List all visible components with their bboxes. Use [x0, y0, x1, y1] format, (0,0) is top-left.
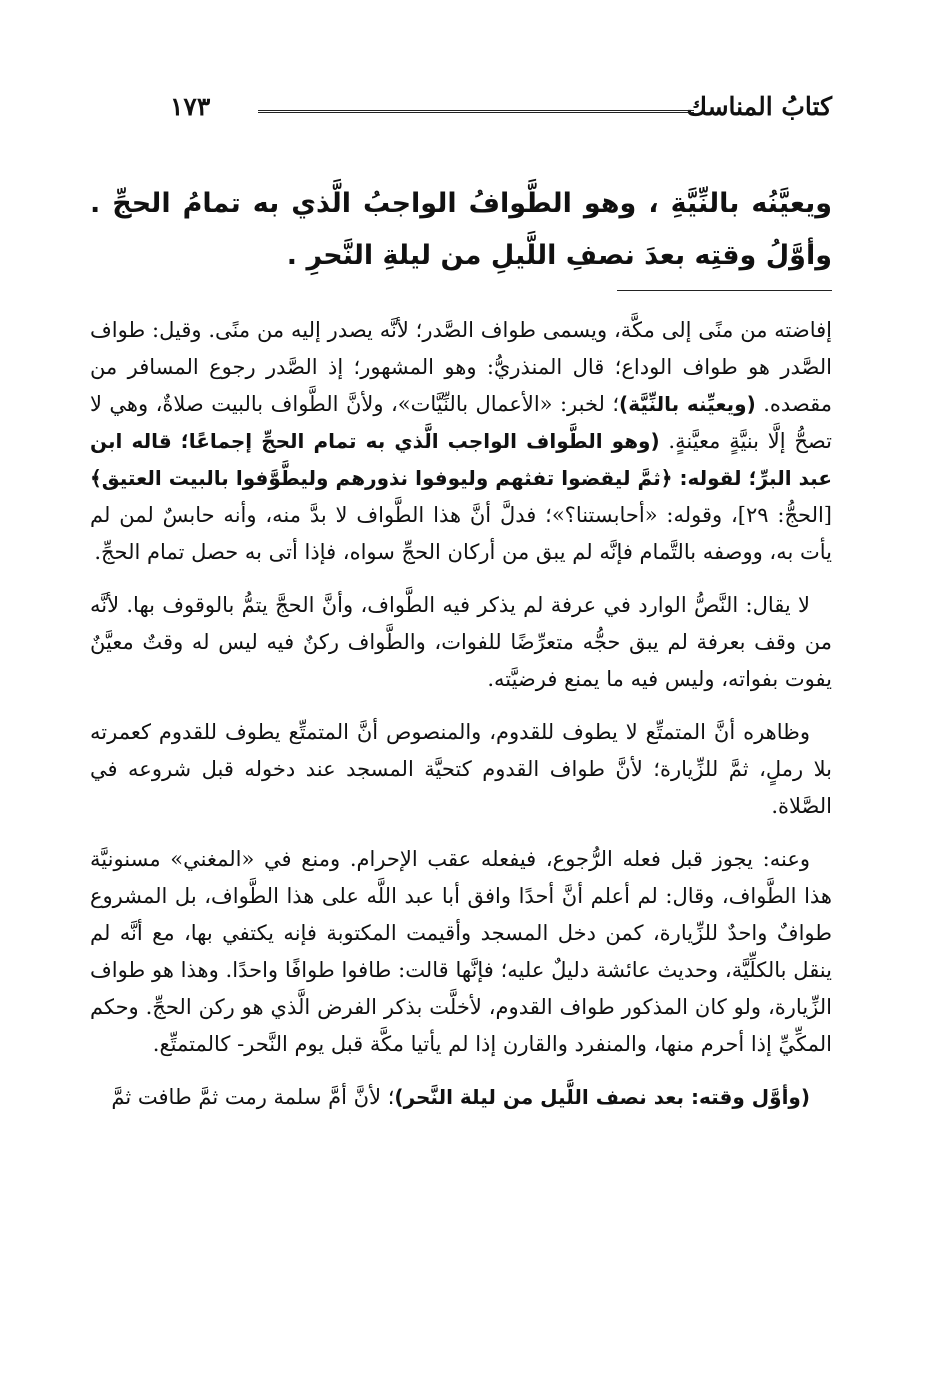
quoted-matn: (وهو الطَّواف الواجب الَّذي به تمام الحجِّ إجماعًا؛ قاله ابن عبد البرِّ؛ لقوله: ﴿ثمَّ ليقضوا تفثهم وليوفوا نذورهم وليطَّوَّفوا بالبيت العتيق﴾ [90, 429, 832, 490]
commentary [90, 312, 832, 1132]
commentary-text: ؛ لخبر: «الأعمال بالنِّيَّات»، ولأنَّ الطَّواف بالبيت صلاةٌ، وهي لا تصحُّ إلَّا بنيَّةٍ معيَّنةٍ. [90, 392, 832, 453]
commentary-paragraph-4: وعنه: يجوز قبل فعله الرُّجوع، فيفعله عقب الإحرام. ومنع في «المغني» مسنونيَّة هذا الطَّواف، وقال: لم أعلم أنَّ أحدًا وافق أبا عبد اللَّه على هذا الطَّواف، بل المشروع طوافٌ واحدٌ للزِّيارة، كمن دخل المسجد وأقيمت المكتوبة فإنه يكتفي بها، مع أنَّه لم ينقل بالكلِّيَّة، وحديث عائشة دليلٌ عليه؛ فإنَّها قالت: طافوا طوافًا واحدًا. وهذا هو طواف الزِّيارة، ولو كان المذكور طواف القدوم، لأخلَّت بذكر الفرض الَّذي هو ركن الحجِّ. وحكم المكِّيِّ إذا أحرم منها، والمنفرد والقارن إذا لم يأتيا مكَّة قبل يوم النَّحر- كالمتمتِّع. [90, 847, 832, 1056]
commentary-paragraph-3: وظاهره أنَّ المتمتِّع لا يطوف للقدوم، والمنصوص أنَّ المتمتِّع يطوف للقدوم كعمرته بلا رملٍ، ثمَّ للزِّيارة؛ لأنَّ طواف القدوم كتحيَّة المسجد عند دخوله قبل شروعه في الصَّلاة. [90, 720, 832, 818]
commentary-text: إفاضته من منًى إلى مكَّة، ويسمى طواف الصَّدر؛ لأنَّه يصدر إليه من منًى. وقيل: طواف الصَّدر هو طواف الوداع؛ قال المنذريُّ: وهو المشهور؛ إذ الصَّدر رجوع المسافر من مقصده. [90, 318, 832, 416]
quoted-matn: (وأوَّل وقته: بعد نصف اللَّيل من ليلة النَّحر) [394, 1085, 810, 1109]
commentary-paragraph-5 [90, 1079, 832, 1116]
main-text: ويعيَّنُه بالنِّيَّةِ ، وهو الطَّوافُ الواجبُ الَّذي به تمامُ الحجِّ . وأوَّلُ وقتِه بعدَ نصفِ اللَّيلِ من ليلةِ النَّحرِ . [90, 188, 832, 271]
commentary-paragraph-2: لا يقال: النَّصُّ الوارد في عرفة لم يذكر فيه الطَّواف، وأنَّ الحجَّ يتمُّ بالوقوف بها. لأنَّه من وقف بعرفة لم يبق حجُّه متعرِّضًا للفوات، والطَّواف ركنٌ فيه ليس له وقتٌ معيَّنٌ يفوت بفواته، وليس فيه ما يمنع فرضيَّته. [90, 593, 832, 691]
running-header [170, 92, 832, 132]
quoted-matn: (ويعيِّنه بالنِّيَّة) [619, 392, 756, 416]
header-rule [258, 110, 694, 113]
commentary-text: ؛ لأنَّ أمَّ سلمة رمت ثمَّ طافت ثمَّ [111, 1085, 395, 1109]
book-title: كتابُ المناسك [686, 92, 832, 121]
footnote-separator [617, 290, 832, 291]
commentary-paragraph-1 [90, 312, 832, 571]
commentary-text: [الحجُّ: ٢٩]، وقوله: «أحابستنا؟»؛ فدلَّ أنَّ هذا الطَّواف لا بدَّ منه، وأنه حابسٌ لمن لم يأت به، ووصفه بالتَّمام فإنَّه لم يبق من أركان الحجِّ سواه، فإذا أتى به حصل تمام الحجِّ. [90, 503, 832, 564]
page-number: ١٧٣ [170, 92, 211, 121]
